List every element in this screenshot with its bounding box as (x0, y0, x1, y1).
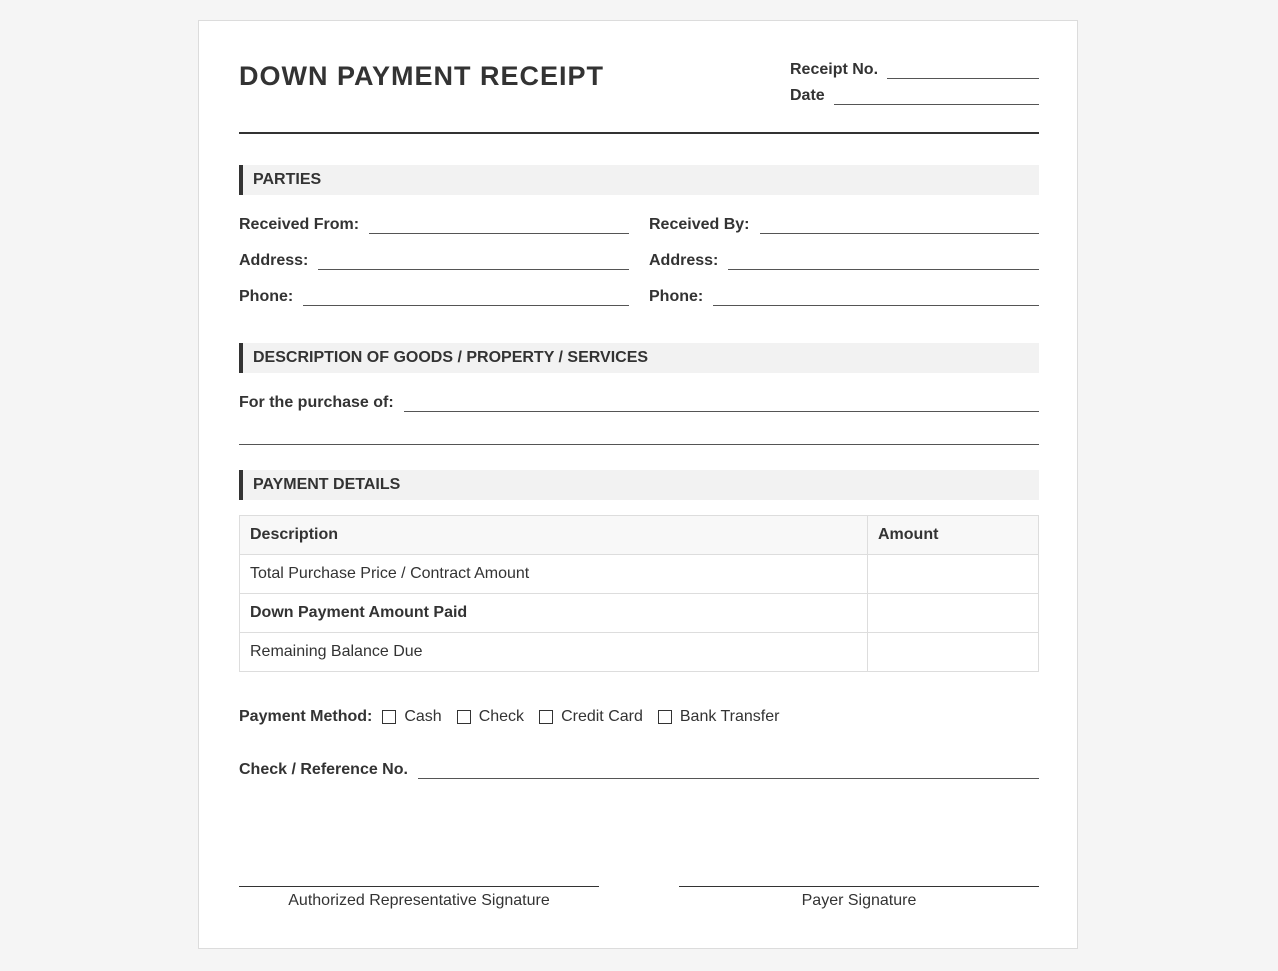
payer-signature-caption: Payer Signature (801, 892, 917, 909)
row-description-balance: Remaining Balance Due (240, 633, 868, 672)
checkbox-credit-card[interactable] (539, 710, 553, 724)
payment-table (239, 515, 1039, 672)
reference-label: Check / Reference No. (239, 761, 408, 778)
method-label-bank-transfer: Bank Transfer (679, 708, 780, 725)
row-description-down-payment: Down Payment Amount Paid (240, 594, 868, 633)
section-description-heading: DESCRIPTION OF GOODS / PROPERTY / SERVICES (239, 343, 1039, 373)
header-divider (239, 132, 1039, 134)
method-option-check[interactable] (457, 708, 524, 726)
purchase-field-continued[interactable] (239, 444, 1039, 445)
payer-address-field[interactable] (318, 255, 629, 270)
table-row (240, 594, 1039, 633)
reference-row (239, 757, 1039, 779)
receiver-address-label: Address: (649, 252, 719, 269)
payer-signature-block (679, 886, 1039, 910)
checkbox-check[interactable] (457, 710, 471, 724)
method-option-bank-transfer[interactable] (658, 708, 780, 726)
table-header-row (240, 516, 1039, 555)
document-title: DOWN PAYMENT RECEIPT (239, 61, 605, 91)
receipt-no-row (790, 61, 1039, 79)
checkbox-cash[interactable] (382, 710, 396, 724)
checkbox-bank-transfer[interactable] (658, 710, 672, 724)
received-by-field[interactable] (760, 219, 1040, 234)
date-row (790, 87, 1039, 105)
row-amount-down-payment[interactable] (868, 594, 1039, 633)
payment-method-label: Payment Method: (239, 708, 373, 725)
received-from-field[interactable] (369, 219, 629, 234)
receiver-phone-label: Phone: (649, 288, 704, 305)
receipt-sheet (198, 20, 1078, 949)
column-header-amount: Amount (868, 516, 1039, 555)
purchase-field[interactable] (404, 397, 1039, 412)
receipt-no-field[interactable] (887, 63, 1039, 79)
row-description-total: Total Purchase Price / Contract Amount (240, 555, 868, 594)
row-amount-balance[interactable] (868, 633, 1039, 672)
section-parties-heading: PARTIES (239, 165, 1039, 195)
purchase-label: For the purchase of: (239, 394, 394, 411)
receiver-address-row (649, 248, 1039, 270)
purchase-row (239, 390, 1039, 412)
received-by-row (649, 212, 1039, 234)
receiver-phone-field[interactable] (713, 291, 1039, 306)
payment-method-row (239, 706, 794, 728)
column-header-description: Description (240, 516, 868, 555)
payer-phone-label: Phone: (239, 288, 294, 305)
representative-signature-caption: Authorized Representative Signature (288, 892, 550, 909)
date-label: Date (790, 87, 825, 104)
method-label-cash: Cash (404, 708, 442, 725)
method-option-cash[interactable] (382, 708, 441, 726)
received-from-row (239, 212, 629, 234)
reference-field[interactable] (418, 764, 1039, 779)
payer-phone-field[interactable] (303, 291, 629, 306)
receiver-address-field[interactable] (728, 255, 1039, 270)
table-row (240, 555, 1039, 594)
date-field[interactable] (834, 89, 1039, 105)
payer-address-label: Address: (239, 252, 309, 269)
method-option-credit-card[interactable] (539, 708, 643, 726)
receipt-no-label: Receipt No. (790, 61, 879, 78)
representative-signature-block (239, 886, 599, 910)
payer-address-row (239, 248, 629, 270)
row-amount-total[interactable] (868, 555, 1039, 594)
payer-signature-line[interactable] (679, 886, 1039, 887)
representative-signature-line[interactable] (239, 886, 599, 887)
received-by-label: Received By: (649, 216, 750, 233)
method-label-credit-card: Credit Card (561, 708, 643, 725)
payer-phone-row (239, 284, 629, 306)
receiver-phone-row (649, 284, 1039, 306)
method-label-check: Check (478, 708, 525, 725)
section-payment-heading: PAYMENT DETAILS (239, 470, 1039, 500)
table-row (240, 633, 1039, 672)
received-from-label: Received From: (239, 216, 360, 233)
